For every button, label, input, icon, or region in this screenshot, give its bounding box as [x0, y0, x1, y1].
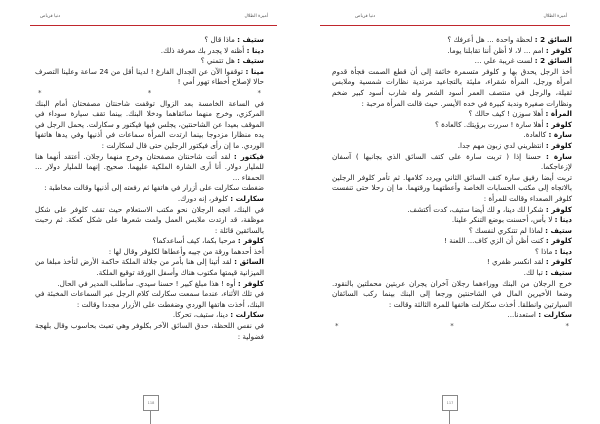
speaker-name: ستيف :: [237, 35, 264, 44]
speaker-name: كلوفر :: [545, 257, 572, 267]
speaker-name: دينا :: [246, 45, 264, 55]
separator-star: *: [335, 322, 339, 331]
narration-paragraph: [332, 67, 572, 109]
dialogue-line: [332, 310, 572, 321]
header-author: دنيا قرباص: [40, 14, 61, 19]
paragraph-text: في تلك الأثناء، عندما سمعت سكارلت كلام الرجل عبر السماعات المخبئة في البنك، أخذت هاتفها الوردي وضغطت على الأزرار مجددا وقالت :: [35, 289, 264, 309]
speaker-name: سكارلت :: [230, 310, 264, 320]
dialogue-line: [332, 205, 572, 216]
speaker-name: السائق 2 :: [534, 35, 572, 44]
paragraph-text: لحظة واحدة ... هل أعرفك ؟: [447, 35, 535, 44]
dialogue-line: [332, 120, 572, 131]
paragraph-text: أهلا سارة ! سررت برؤيتك. كالعادة ؟: [434, 119, 546, 129]
page-number-line: [150, 410, 151, 424]
speaker-name: كلوفر :: [545, 236, 572, 246]
paragraph-text: شكرا لك دينا، و لك أيضا ستيف، كدت أكتشف.: [407, 204, 546, 214]
dialogue-line: [332, 226, 572, 237]
paragraph-text: أخذ أحدهما ورقة من جيبه وأعطاها لكلوفر وقال لها :: [108, 246, 264, 256]
dialogue-line: [332, 141, 572, 152]
dialogue-line: [332, 46, 572, 57]
paragraph-text: توقفوا الآن عن الجدال الفارغ ! لدينا أقل من 24 ساعة وعلينا التصرف حالا لإصلاح أخطاء تهور أمي !: [35, 66, 264, 87]
dialogue-line: [332, 236, 572, 247]
dialogue-line: [35, 67, 264, 88]
dialogue-line: [332, 35, 572, 46]
header-divider: [30, 25, 277, 26]
speaker-name: كلوفر :: [237, 278, 264, 288]
dialogue-line: [35, 56, 264, 67]
speaker-name: كلوفر :: [545, 140, 572, 150]
paragraph-text: ضغطت سكارلت على أزرار في هاتفها ثم رفعته إلى أذنيها وقالت مخاطبة :: [44, 183, 264, 193]
dialogue-line: [35, 35, 264, 46]
paragraph-text: لا بأس، أحسنت بوضع التنكر علينا.: [451, 215, 555, 225]
dialogue-line: [332, 130, 572, 141]
section-separator: [35, 88, 264, 99]
separator-star: *: [147, 88, 152, 97]
paragraph-text: لماذا لم تتنكري لنفسك ؟: [468, 225, 546, 235]
paragraph-text: ماذا قال ؟: [204, 35, 238, 44]
paragraph-text: لقد أتت شاحنتان مصفحتان وخرج منهما رجلان. أعتقد أنهما هنا للمليار دولار. أنا أرى الشارة الملكية عليهما. صحيح. إنهما للمليار دولار ... الحمقاء ...: [35, 151, 264, 182]
separator-star: *: [257, 88, 261, 97]
narration-paragraph: [35, 247, 264, 258]
paragraph-text: تبا لك.: [523, 268, 546, 278]
paragraph-text: كنت أظن أن الزي كاف... اللعنة !: [444, 236, 546, 246]
dialogue-line: [332, 152, 572, 173]
speaker-name: دينا :: [554, 215, 572, 225]
dialogue-line: [35, 46, 264, 57]
speaker-name: كلوفر :: [545, 45, 572, 55]
narration-paragraph: [35, 289, 264, 310]
page-number-line: [449, 410, 450, 424]
separator-star: *: [38, 88, 42, 97]
paragraph-text: كلوفر، إنه دورك.: [177, 193, 231, 203]
paragraph-text: كالعادة.: [523, 130, 549, 140]
narration-paragraph: [35, 183, 264, 194]
paragraph-text: حسنا إذا ( تربت سارة على كتف السائق الذي بجانبها ) آسفان لإزعاجكما.: [332, 151, 572, 172]
speaker-name: سارة :: [548, 130, 572, 140]
section-separator: [332, 321, 572, 332]
speaker-name: المرأة :: [545, 109, 572, 119]
speaker-name: فيكتور :: [233, 151, 264, 161]
speaker-name: سكارلت :: [538, 310, 572, 320]
dialogue-line: [35, 279, 264, 290]
speaker-name: السائق :: [234, 257, 264, 267]
page-number: 117: [442, 395, 458, 411]
page-number: 118: [143, 395, 159, 411]
separator-star: *: [450, 322, 454, 331]
paragraph-text: أوه ! هذا مبلغ كبير ! حسنا سيدي. سأطلب المدير في الحال.: [57, 278, 238, 288]
speaker-name: كلوفر :: [237, 236, 264, 246]
dialogue-line: [35, 310, 264, 321]
dialogue-line: [35, 257, 264, 278]
speaker-name: ستيف :: [545, 225, 572, 235]
speaker-name: مينا :: [245, 66, 264, 76]
narration-paragraph: [35, 321, 264, 342]
speaker-name: كلوفر :: [545, 204, 572, 214]
dialogue-line: [332, 257, 572, 268]
header-divider: [320, 25, 570, 26]
speaker-name: ستيف :: [545, 268, 572, 278]
page-left: [10, 0, 295, 424]
page-body: [35, 35, 264, 342]
speaker-name: سارة :: [545, 151, 572, 161]
dialogue-line: [35, 152, 264, 184]
speaker-name: سكارلت :: [230, 193, 264, 203]
dialogue-line: [332, 215, 572, 226]
paragraph-text: خرج الرجلان من البنك ووراءهما رجلان آخران يجران عربتين محملتين بالنقود. وضعا الأخيرين المال في الشاحنتين ورجعا إلى البنك بينما ركب السائقان السيارتين وانطلقا. أخذت سكارلت هاتفها للمرة الثالثة وقالت :: [332, 278, 572, 309]
narration-paragraph: [332, 279, 572, 311]
paragraph-text: هل تتمني ؟: [200, 56, 238, 66]
header-title: أميرة الظلال: [543, 14, 567, 19]
paragraph-text: في الساعة الخامسة بعد الزوال توقفت شاحنتان مصفحتان أمام البنك المركزي، وخرج منهما سائقاهما ودخلا البنك. بينما تقف سيارة سوداء في الموقف بعيدا عن الشاحنتين، يجلس فيها فيكتور و سكارلت. يحمل الرجل في يده منظارا مزدوجا بينما ارتدت المرأة سماعات في أذنيها وفي يدها هاتفها الوردي. ما إن رأى فيكتور الرجلين حتى قال لسكارلت :: [35, 98, 264, 150]
paragraph-text: لقد أتينا إلى هنا بأمر من جلالة الملكة حاكمة الأرض لنأخذ مبلغا من الميزانية قيمتها مكتوب هناك وأسفل الورقة توقيع الملكة.: [35, 257, 264, 278]
paragraph-text: ماذا ؟: [534, 246, 555, 256]
speaker-name: السائق 2 :: [534, 56, 572, 66]
paragraph-text: مرحبا بكما، كيف أساعدكما؟: [152, 236, 238, 246]
paragraph-text: استعدنا...: [507, 310, 539, 320]
paragraph-text: في نفس اللحظة، حدق السائق الآخر بكلوفر وهي تعبث بحاسوب وقال بلهجة فضولية :: [35, 321, 264, 341]
narration-paragraph: [35, 205, 264, 237]
paragraph-text: امم ... لا، لا أظن أننا تقابلنا يوما.: [447, 45, 546, 55]
paragraph-text: في البنك، اتجه الرجلان نحو مكتب الاستعلام حيث تقف كلوفر على شكل موظفة، قد ارتدت ملابس العمل ولمت شعرها على شكل كعكة. ثم رحبت بالسائقين قائلة :: [35, 204, 264, 235]
dialogue-line: [332, 268, 572, 279]
paragraph-text: أظنه لا يجدر بك معرفة ذلك.: [160, 45, 247, 55]
dialogue-line: [332, 109, 572, 120]
paragraph-text: أهلا سوزن ! كيف حالك ؟: [468, 109, 546, 119]
header-author: دنيا قرباص: [355, 14, 376, 19]
header-title: أميرة الظلال: [244, 14, 268, 19]
paragraph-text: تربت أيضا رفيق سارة كتف السائق الثاني ويردد كلامها. ثم تأمر كلوفر الرجلين بالاتجاه إلى مكتب الحسابات الخاصة وأعطتهما ورقتهما. ما إن رحلا حتى تنفست كلوفر الصعداء وقالت للمرأة :: [332, 172, 572, 203]
speaker-name: ستيف :: [237, 56, 264, 66]
dialogue-line: [35, 194, 264, 205]
narration-paragraph: [35, 99, 264, 152]
narration-paragraph: [332, 173, 572, 205]
dialogue-line: [332, 247, 572, 258]
paragraph-text: لقد انكسر ظفري !: [486, 257, 546, 267]
paragraph-text: انتظريني لدي زبون مهم جدا.: [457, 140, 546, 150]
dialogue-line: [332, 56, 572, 67]
dialogue-line: [35, 236, 264, 247]
speaker-name: دينا :: [554, 246, 572, 256]
page-body: [332, 35, 572, 332]
speaker-name: كلوفر :: [545, 119, 572, 129]
paragraph-text: دينا، ستيف، تحركا.: [172, 310, 231, 320]
paragraph-text: أخذ الرجل يحدق بها و كلوفر متسمرة خائفة إلى أن قطع الصمت فجأة قدوم امرأة ورجل، المرأة شقراء، مليئة بالتجاعيد مرتدية نظارات شمسية وملابس ثقيلة، والرجل في منتصف العمر أسود الشعر وله شارب أسود كبير ضخم ونظارات صغيرة وندبة كبيرة في خده الأيسر. حيث قالت المرأة مرحبة :: [332, 66, 572, 108]
separator-star: *: [565, 322, 569, 331]
paragraph-text: لست غريبة علي ...: [474, 56, 535, 66]
page-right: [305, 0, 600, 424]
